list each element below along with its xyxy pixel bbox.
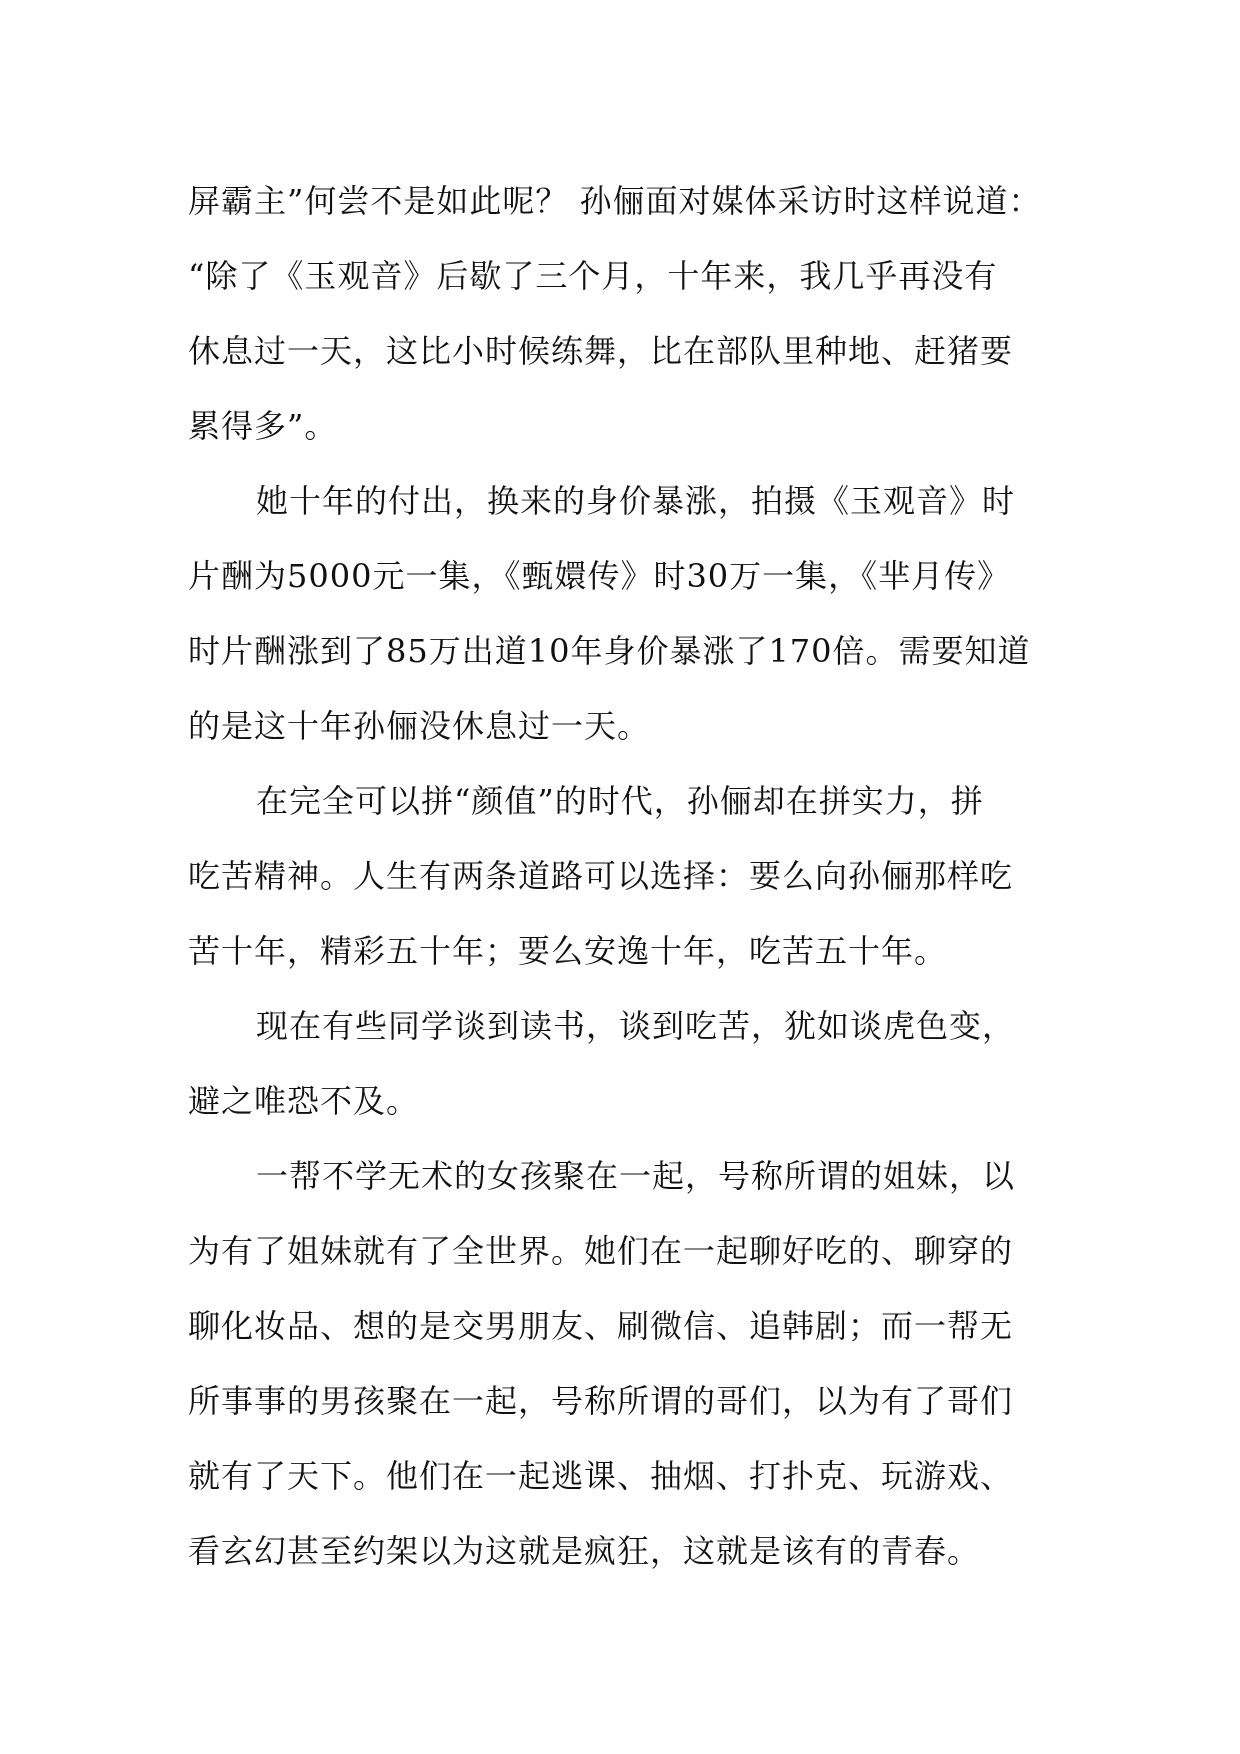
- document-body: [188, 164, 1058, 1589]
- text-line: 吃苦精神。人生有两条道路可以选择：要么向孙俪那样吃: [188, 857, 1014, 895]
- text-line: 看玄幻甚至约架以为这就是疯狂，这就是该有的青春。: [188, 1532, 981, 1570]
- text-line: 的是这十年孙俪没休息过一天。: [188, 707, 651, 745]
- text-line: 累得多”。: [188, 407, 338, 445]
- text-line: 时片酬涨到了85万出道10年身价暴涨了170倍。需要知道: [188, 632, 1031, 670]
- text-line: 屏霸主”何尝不是如此呢？ 孙俪面对媒体采访时这样说道：: [188, 182, 1042, 220]
- text-line: “除了《玉观音》后歇了三个月，十年来，我几乎再没有: [188, 257, 998, 295]
- paragraph-first-line: 她十年的付出，换来的身价暴涨，拍摄《玉观音》时: [256, 482, 1016, 520]
- paragraph-first-line: 现在有些同学谈到读书，谈到吃苦，犹如谈虎色变，: [256, 1007, 1016, 1045]
- text-line: 片酬为5000元一集，《甄嬛传》时30万一集，《芈月传》: [188, 557, 1011, 595]
- text-line: 休息过一天，这比小时候练舞，比在部队里种地、赶猪要: [188, 332, 1014, 370]
- text-line: 为有了姐妹就有了全世界。她们在一起聊好吃的、聊穿的: [188, 1232, 1014, 1270]
- text-line: 就有了天下。他们在一起逃课、抽烟、打扑克、玩游戏、: [188, 1457, 1014, 1495]
- text-line: 聊化妆品、想的是交男朋友、刷微信、追韩剧；而一帮无: [188, 1307, 1014, 1345]
- paragraph-first-line: 一帮不学无术的女孩聚在一起，号称所谓的姐妹，以: [256, 1157, 1016, 1195]
- text-line: 苦十年，精彩五十年；要么安逸十年，吃苦五十年。: [188, 932, 948, 970]
- paragraph-first-line: 在完全可以拼“颜值”的时代，孙俪却在拼实力，拼: [256, 782, 984, 820]
- text-line: 所事事的男孩聚在一起，号称所谓的哥们，以为有了哥们: [188, 1382, 1014, 1420]
- text-line: 避之唯恐不及。: [188, 1082, 420, 1120]
